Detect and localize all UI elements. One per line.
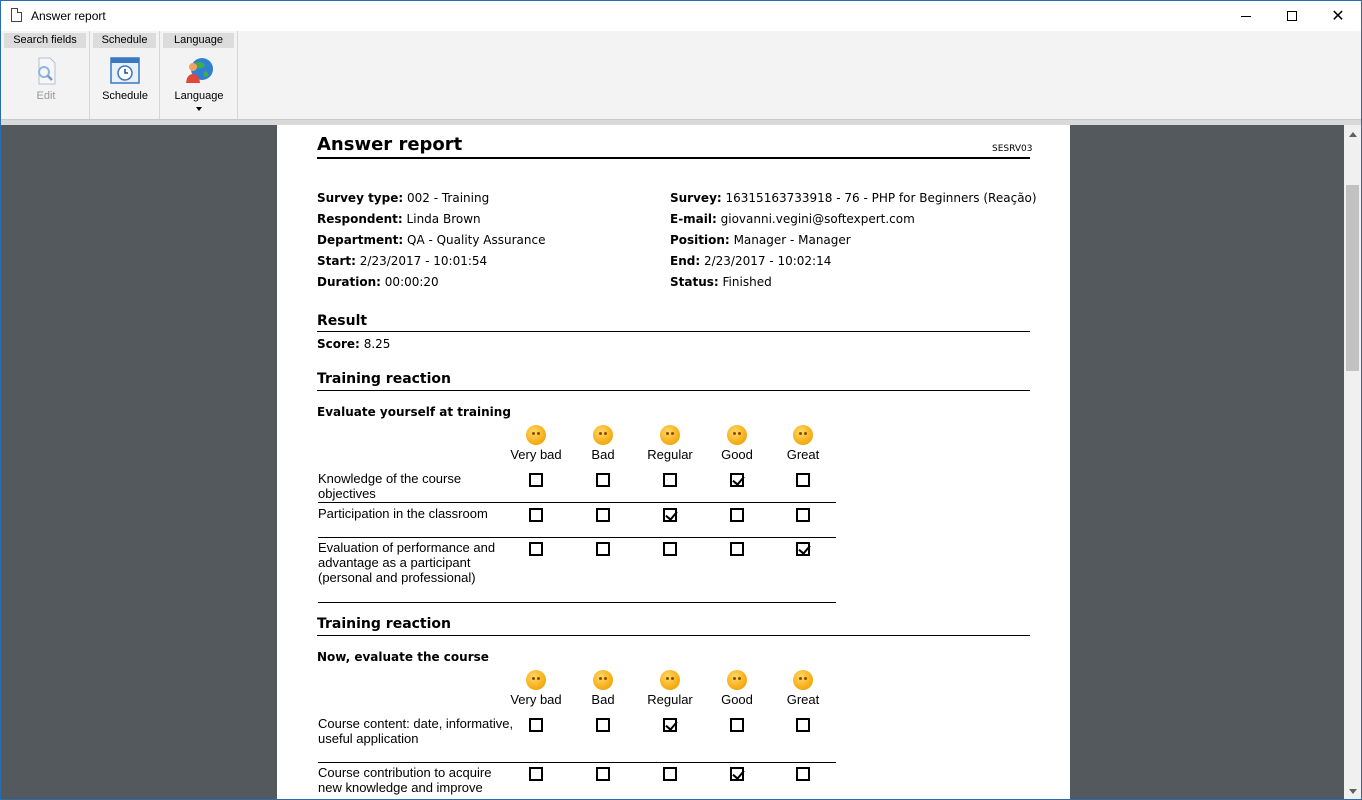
report-page (277, 125, 1070, 800)
section-subtitle: Now, evaluate the course (317, 650, 489, 664)
section-title: Training reaction (317, 371, 452, 387)
rating-checkbox[interactable] (730, 718, 744, 732)
maximize-button[interactable] (1269, 1, 1315, 31)
ribbon-group-language (160, 31, 238, 119)
field-survey-type: Survey type: 002 - Training (317, 191, 490, 205)
field-duration: Duration: 00:00:20 (317, 275, 439, 289)
rating-checkbox[interactable] (596, 473, 610, 487)
field-end: End: 2/23/2017 - 10:02:14 (670, 254, 832, 268)
field-respondent: Respondent: Linda Brown (317, 212, 481, 226)
rating-checkbox[interactable] (796, 767, 810, 781)
scroll-up-icon[interactable] (1349, 132, 1357, 137)
report-viewer (1, 125, 1344, 800)
language-button[interactable] (164, 53, 234, 115)
very-bad-face-icon (526, 425, 546, 445)
scale-label: Regular (647, 447, 693, 462)
row-divider (318, 602, 836, 603)
schedule-button[interactable] (90, 53, 160, 115)
scale-label: Bad (591, 447, 615, 462)
window-title: Answer report (31, 9, 106, 23)
schedule-label: Schedule (102, 90, 148, 102)
scale-label: Great (786, 447, 820, 462)
rating-checkbox[interactable] (529, 508, 543, 522)
bad-face-icon (593, 670, 613, 690)
rating-checkbox[interactable] (796, 508, 810, 522)
language-globe-icon (183, 55, 215, 87)
ribbon-group-schedule (90, 31, 160, 119)
ribbon-group-label: Schedule (93, 33, 156, 48)
regular-face-icon (660, 670, 680, 690)
rating-checkbox[interactable] (529, 718, 543, 732)
edit-button[interactable] (11, 53, 81, 115)
rating-checkbox[interactable] (796, 473, 810, 487)
row-divider (318, 537, 836, 538)
good-face-icon (727, 670, 747, 690)
rating-checkbox[interactable] (730, 473, 744, 487)
regular-face-icon (660, 425, 680, 445)
minimize-icon (1241, 16, 1251, 17)
good-face-icon (727, 425, 747, 445)
chevron-down-icon[interactable] (196, 107, 202, 111)
divider (317, 331, 1030, 332)
scale-label: Very bad (510, 692, 562, 707)
ribbon-toolbar (1, 31, 1361, 119)
scale-label: Bad (591, 692, 615, 707)
field-start: Start: 2/23/2017 - 10:01:54 (317, 254, 488, 268)
divider (317, 157, 1030, 159)
question-label: Knowledge of the course objectives (318, 471, 462, 501)
ribbon-group-label: Search fields (4, 33, 86, 48)
rating-checkbox[interactable] (730, 542, 744, 556)
clock-icon (109, 55, 141, 87)
minimize-button[interactable] (1223, 1, 1269, 31)
field-survey: Survey: 16315163733918 - 76 - PHP for Beginners (Reação) (670, 191, 1037, 205)
question-label: Evaluation of performance and advantage as a participant (personal and professional) (318, 540, 496, 585)
rating-checkbox[interactable] (529, 473, 543, 487)
report-title: Answer report (317, 134, 463, 155)
question-label: Course content: date, informative, useful application (318, 716, 514, 746)
rating-checkbox[interactable] (663, 718, 677, 732)
scale-label: Good (721, 692, 753, 707)
question-label: Course contribution to acquire new knowledge and improve (318, 765, 492, 795)
field-status: Status: Finished (670, 275, 772, 289)
rating-checkbox[interactable] (796, 542, 810, 556)
rating-checkbox[interactable] (730, 767, 744, 781)
scrollbar-thumb[interactable] (1346, 185, 1359, 371)
row-divider (318, 762, 836, 763)
scroll-down-icon[interactable] (1349, 789, 1357, 794)
maximize-icon (1287, 11, 1297, 21)
scale-label: Great (786, 692, 820, 707)
section-subtitle: Evaluate yourself at training (317, 405, 511, 419)
edit-search-icon (30, 55, 62, 87)
rating-checkbox[interactable] (529, 767, 543, 781)
scale-label: Regular (647, 692, 693, 707)
rating-checkbox[interactable] (796, 718, 810, 732)
question-label: Participation in the classroom (318, 506, 488, 521)
divider (317, 390, 1030, 391)
field-email: E-mail: giovanni.vegini@softexpert.com (670, 212, 915, 226)
rating-checkbox[interactable] (596, 767, 610, 781)
ribbon-group-search-fields (1, 31, 90, 119)
close-icon: ✕ (1331, 8, 1345, 25)
field-department: Department: QA - Quality Assurance (317, 233, 546, 247)
row-divider (318, 502, 836, 503)
vertical-scrollbar[interactable] (1344, 125, 1361, 800)
report-code: SESRV03 (992, 144, 1033, 154)
very-bad-face-icon (526, 670, 546, 690)
field-position: Position: Manager - Manager (670, 233, 851, 247)
language-label: Language (174, 90, 224, 102)
rating-checkbox[interactable] (730, 508, 744, 522)
document-icon (11, 8, 22, 22)
title-bar (1, 1, 1361, 31)
close-button[interactable] (1315, 1, 1361, 31)
rating-checkbox[interactable] (529, 542, 543, 556)
rating-checkbox[interactable] (663, 767, 677, 781)
section-title: Training reaction (317, 616, 452, 632)
score: Score: 8.25 (317, 337, 391, 351)
rating-checkbox[interactable] (596, 718, 610, 732)
edit-label: Edit (36, 90, 56, 102)
rating-checkbox[interactable] (596, 542, 610, 556)
result-title: Result (317, 313, 368, 329)
rating-checkbox[interactable] (663, 473, 677, 487)
great-face-icon (793, 670, 813, 690)
rating-checkbox[interactable] (596, 508, 610, 522)
bad-face-icon (593, 425, 613, 445)
rating-checkbox[interactable] (663, 542, 677, 556)
rating-checkbox[interactable] (663, 508, 677, 522)
ribbon-group-label: Language (163, 33, 234, 48)
divider (317, 635, 1030, 636)
great-face-icon (793, 425, 813, 445)
scale-label: Very bad (510, 447, 562, 462)
scale-label: Good (721, 447, 753, 462)
